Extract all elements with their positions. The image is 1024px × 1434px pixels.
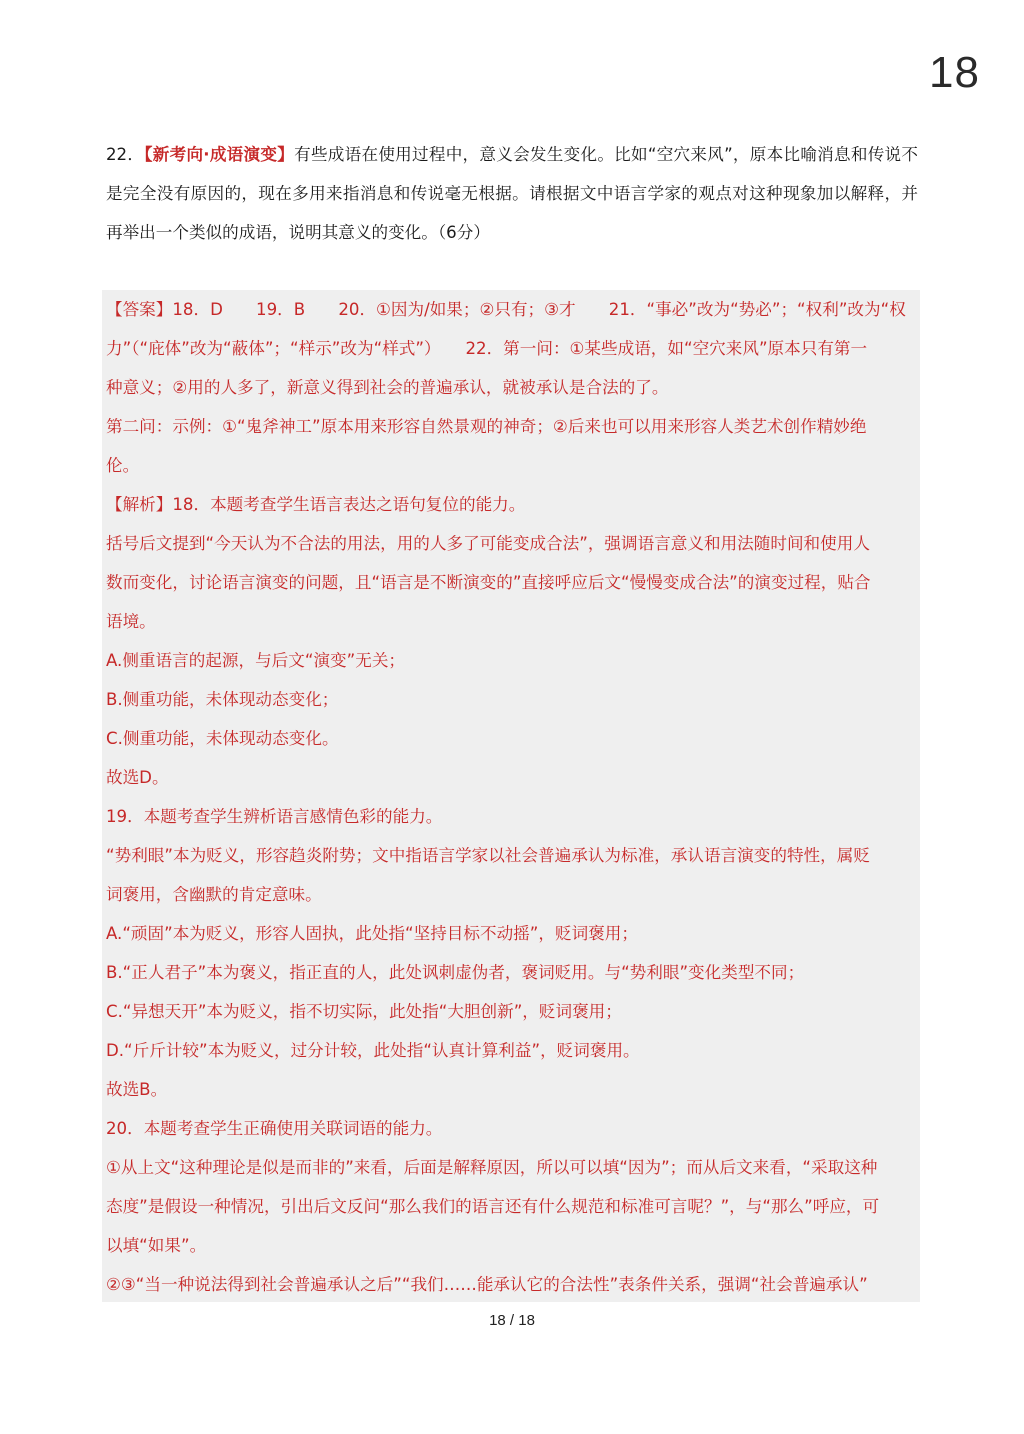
- analysis-line: A.侧重语言的起源，与后文“演变”无关；: [106, 651, 406, 670]
- analysis-line: ①从上文“这种理论是似是而非的”来看，后面是解释原因，所以可以填“因为”；而从后文来看，“采取这种: [106, 1158, 878, 1177]
- analysis-line: 语境。: [106, 612, 156, 631]
- analysis-line: 词褒用，含幽默的肯定意味。: [106, 885, 322, 904]
- corner-page-number: 18: [929, 48, 980, 97]
- answer-line: 种意义；②用的人多了，新意义得到社会的普遍承认，就被承认是合法的了。: [106, 378, 669, 397]
- question-22: [106, 135, 918, 252]
- question-tag: 【新考向·成语演变】: [144, 145, 295, 164]
- analysis-line: 态度”是假设一种情况，引出后文反问“那么我们的语言还有什么规范和标准可言呢？”，与“那么”呼应，可: [106, 1197, 880, 1216]
- question-number: 22．: [106, 145, 145, 164]
- analysis-line: A.“顽固”本为贬义，形容人固执，此处指“坚持目标不动摇”，贬词褒用；: [106, 924, 638, 943]
- analysis-line: 括号后文提到“今天认为不合法的用法，用的人多了可能变成合法”，强调语言意义和用法随时间和使用人: [106, 534, 870, 553]
- page-footer: 18 / 18: [489, 1312, 535, 1329]
- analysis-line: D.“斤斤计较”本为贬义，过分计较，此处指“认真计算利益”，贬词褒用。: [106, 1041, 640, 1060]
- analysis-line: B.“正人君子”本为褒义，指正直的人，此处讽刺虚伪者，褒词贬用。与“势利眼”变化类型不同；: [106, 963, 805, 982]
- analysis-line: 故选B。: [106, 1080, 168, 1099]
- answer-explanation-box: [102, 290, 920, 1302]
- analysis-line: 20．本题考查学生正确使用关联词语的能力。: [106, 1119, 443, 1138]
- analysis-line: C.“异想天开”本为贬义，指不切实际，此处指“大胆创新”，贬词褒用；: [106, 1002, 622, 1021]
- analysis-line: B.侧重功能，未体现动态变化；: [106, 690, 339, 709]
- analysis-line: 【解析】18．本题考查学生语言表达之语句复位的能力。: [106, 495, 526, 514]
- analysis-line: 故选D。: [106, 768, 169, 787]
- analysis-line: ②③“当一种说法得到社会普遍承认之后”“我们……能承认它的合法性”表条件关系，强调“社会普遍承认”: [106, 1275, 868, 1294]
- analysis-line: 19．本题考查学生辨析语言感情色彩的能力。: [106, 807, 443, 826]
- question-text: 有些成语在使用过程中，意义会发生变化。比如“空穴来风”，原本比喻消息和传说不是完全没有原因的，现在多用来指消息和传说毫无根据。请根据文中语言学家的观点对这种现象加以解释，并再举出一个类似的成语，说明其意义的变化。（6分）: [106, 145, 918, 242]
- analysis-line: 数而变化，讨论语言演变的问题，且“语言是不断演变的”直接呼应后文“慢慢变成合法”的演变过程，贴合: [106, 573, 871, 592]
- answer-line: 【答案】18．D 19．B 20．①因为/如果；②只有；③才 21．“事必”改为“势必”；“权利”改为“权: [106, 300, 906, 319]
- analysis-line: C.侧重功能，未体现动态变化。: [106, 729, 339, 748]
- answer-line: 伦。: [106, 456, 140, 475]
- analysis-line: “势利眼”本为贬义，形容趋炎附势；文中指语言学家以社会普遍承认为标准，承认语言演变的特性，属贬: [106, 846, 870, 865]
- analysis-line: 以填“如果”。: [106, 1236, 207, 1255]
- answer-line: 力”（“庇体”改为“蔽体”；“样示”改为“样式”） 22．第一问：①某些成语，如“空穴来风”原本只有第一: [106, 339, 868, 358]
- answer-line: 第二问：示例：①“鬼斧神工”原本用来形容自然景观的神奇；②后来也可以用来形容人类艺术创作精妙绝: [106, 417, 867, 436]
